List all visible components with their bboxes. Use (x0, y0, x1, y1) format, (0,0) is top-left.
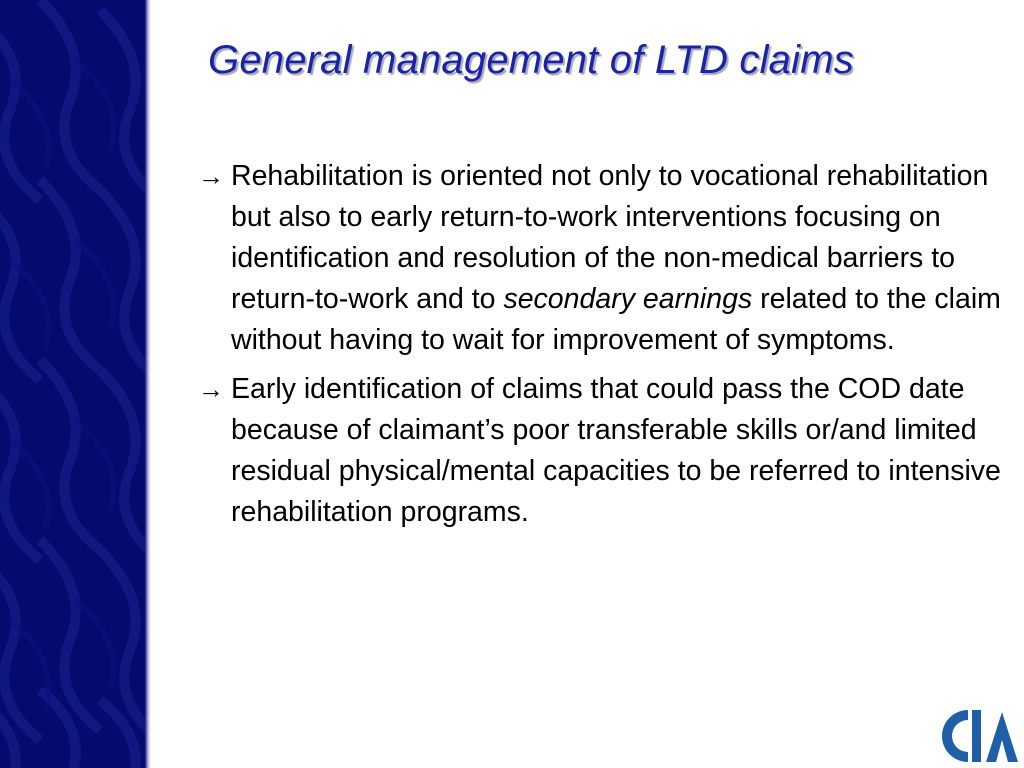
bullet-text-italic: secondary earnings (503, 283, 753, 315)
bullet-item (198, 156, 1018, 361)
arrow-bullet-icon: → (198, 374, 224, 404)
slide-title: General management of LTD claims (208, 38, 854, 82)
bullet-list (198, 156, 1018, 541)
decorative-sidebar (0, 0, 150, 768)
bullet-item (198, 369, 1018, 533)
bullet-text-continued: related to the claim without having to wait for improvement of symptoms. (231, 283, 1001, 356)
sidebar-edge-shadow (145, 0, 151, 768)
organization-logo-icon (940, 706, 1020, 766)
bullet-text: Rehabilitation is oriented not only to vocational rehabilitation but also to early return-to-work interventions focusing on identification and resolution of the non-medical barriers to return-to-work and to (231, 160, 989, 315)
bullet-text: Early identification of claims that could pass the COD date because of claimant’s poor transferable skills or/and limited residual physical/mental capacities to be referred to intensive rehabilitation programs. (231, 373, 1001, 528)
sidebar-wave-pattern (0, 0, 150, 768)
arrow-bullet-icon: → (198, 161, 224, 191)
